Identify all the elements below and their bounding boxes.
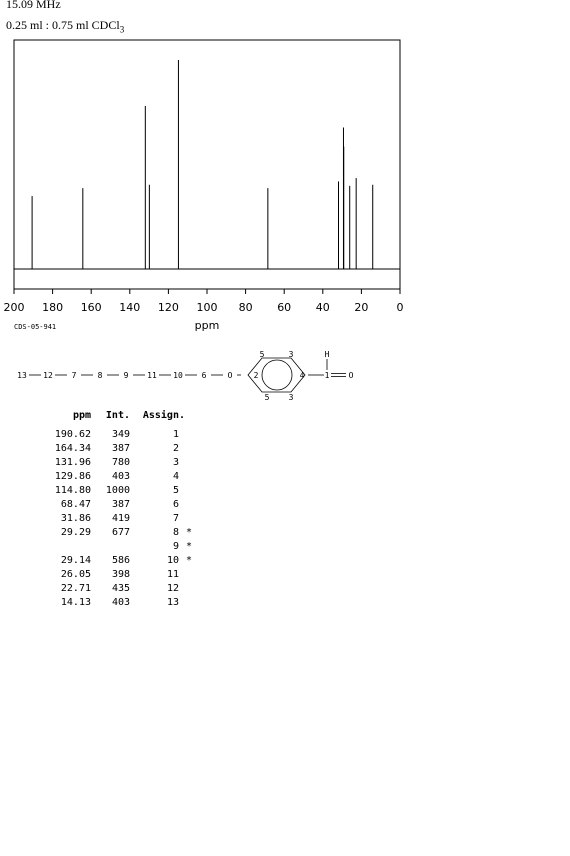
cell-int: 403 — [111, 597, 130, 608]
molecule-structure — [0, 345, 570, 405]
chain-atom-label: 12 — [43, 371, 53, 380]
ring-label-5-bottom: 5 — [264, 393, 270, 402]
cell-ppm: 29.29 — [60, 527, 91, 538]
cell-ppm: 68.47 — [60, 499, 91, 510]
plot-frame — [14, 40, 400, 289]
x-tick-label: 200 — [3, 301, 25, 314]
cell-ppm: 164.34 — [54, 443, 91, 454]
x-axis-label: ppm — [194, 319, 220, 332]
aldehyde-carbon-label: 1 — [324, 371, 330, 380]
cell-ppm: 131.96 — [54, 457, 91, 468]
cell-star — [185, 470, 197, 484]
table-body — [40, 428, 197, 610]
solvent-text: 0.25 ml : 0.75 ml CDCl — [6, 18, 120, 32]
cell-ppm: 190.62 — [54, 429, 91, 440]
x-tick-label: 60 — [277, 301, 292, 314]
ring-aromatic-circle — [262, 360, 292, 390]
cell-assign: 3 — [172, 457, 179, 468]
cell-int: 403 — [111, 471, 130, 482]
x-tick-label: 0 — [396, 301, 404, 314]
table-row — [40, 596, 197, 610]
cell-ppm: 29.14 — [60, 555, 91, 566]
x-axis-ticks — [4, 289, 404, 314]
cell-int: 398 — [111, 569, 130, 580]
cell-star — [185, 456, 197, 470]
cell-star — [185, 428, 197, 442]
cell-int: 586 — [111, 555, 130, 566]
col-header-assign: Assign. — [142, 410, 185, 421]
cell-ppm: 26.05 — [60, 569, 91, 580]
cell-assign: 5 — [172, 485, 179, 496]
cell-int: 419 — [111, 513, 130, 524]
table-row — [40, 540, 197, 554]
cell-int: 677 — [111, 527, 130, 538]
chain-atom-label: 11 — [147, 371, 157, 380]
spectrum-code: CDS-05-941 — [14, 323, 57, 331]
x-tick-label: 120 — [157, 301, 179, 314]
cell-assign: 10 — [166, 555, 179, 566]
cell-star: * — [186, 541, 193, 552]
chain-atom-label: 8 — [97, 371, 103, 380]
x-tick-label: 180 — [42, 301, 64, 314]
assignment-table — [40, 410, 197, 610]
x-tick-label: 140 — [119, 301, 141, 314]
carbonyl-o-label: O — [348, 371, 354, 380]
cell-assign: 11 — [166, 569, 179, 580]
cell-int: 387 — [111, 499, 130, 510]
cell-assign: 1 — [172, 429, 179, 440]
cell-star — [185, 498, 197, 512]
table-row — [40, 428, 197, 442]
aldehyde-group — [308, 350, 354, 380]
nmr-spectrum-chart — [0, 0, 570, 340]
ring-label-4: 4 — [299, 371, 305, 380]
frequency-label: 15.09 MHz — [6, 0, 61, 11]
ring-label-2: 2 — [253, 371, 259, 380]
x-tick-label: 40 — [315, 301, 330, 314]
cell-star — [185, 582, 197, 596]
x-tick-label: 160 — [80, 301, 102, 314]
cell-star: * — [186, 527, 193, 538]
cell-assign: 7 — [172, 513, 179, 524]
chain-atom-label: 9 — [123, 371, 129, 380]
cell-int: 435 — [111, 583, 130, 594]
chain-atom-label: 7 — [71, 371, 77, 380]
solvent-subscript: 3 — [119, 24, 125, 35]
cell-int: 349 — [111, 429, 130, 440]
cell-ppm: 114.80 — [54, 485, 91, 496]
cell-star: * — [186, 555, 193, 566]
ring-label-3-top: 3 — [288, 350, 294, 359]
table-row — [40, 470, 197, 484]
x-tick-label: 80 — [238, 301, 253, 314]
cell-assign: 8 — [172, 527, 179, 538]
chain-atom-label: 10 — [173, 371, 183, 380]
cell-star — [185, 596, 197, 610]
cell-ppm: 22.71 — [60, 583, 91, 594]
aldehyde-h-label: H — [324, 350, 330, 359]
x-tick-label: 100 — [196, 301, 218, 314]
chain-atom-label: O — [227, 371, 233, 380]
cell-star — [185, 442, 197, 456]
ring-label-5-top: 5 — [259, 350, 265, 359]
cell-assign: 12 — [166, 583, 179, 594]
chain-atom-label: 6 — [201, 371, 207, 380]
table-row — [40, 456, 197, 470]
cell-ppm: 129.86 — [54, 471, 91, 482]
table-row — [40, 442, 197, 456]
cell-assign: 9 — [172, 541, 179, 552]
ring-label-3-bottom: 3 — [288, 393, 294, 402]
cell-int: 1000 — [105, 485, 130, 496]
cell-assign: 4 — [172, 471, 179, 482]
col-header-star — [185, 410, 197, 428]
cell-assign: 13 — [166, 597, 179, 608]
table-row — [40, 582, 197, 596]
cell-ppm: 14.13 — [60, 597, 91, 608]
cell-int: 387 — [111, 443, 130, 454]
cell-ppm — [40, 540, 99, 554]
cell-star — [185, 484, 197, 498]
cell-star — [185, 512, 197, 526]
table-row — [40, 568, 197, 582]
cell-assign: 6 — [172, 499, 179, 510]
col-header-ppm: ppm — [72, 410, 91, 421]
table-header-row — [40, 410, 197, 428]
benzene-ring — [248, 350, 305, 402]
table-row — [40, 498, 197, 512]
table-row — [40, 554, 197, 568]
table-row — [40, 484, 197, 498]
cell-assign: 2 — [172, 443, 179, 454]
cell-star — [185, 568, 197, 582]
col-header-int: Int. — [105, 410, 130, 421]
table-row — [40, 512, 197, 526]
cell-int: 780 — [111, 457, 130, 468]
peak-group — [32, 60, 373, 269]
x-tick-label: 20 — [354, 301, 369, 314]
chain-atom-label: 13 — [17, 371, 27, 380]
cell-int — [99, 540, 138, 554]
table-row — [40, 526, 197, 540]
cell-ppm: 31.86 — [60, 513, 91, 524]
alkyl-chain — [17, 371, 241, 380]
